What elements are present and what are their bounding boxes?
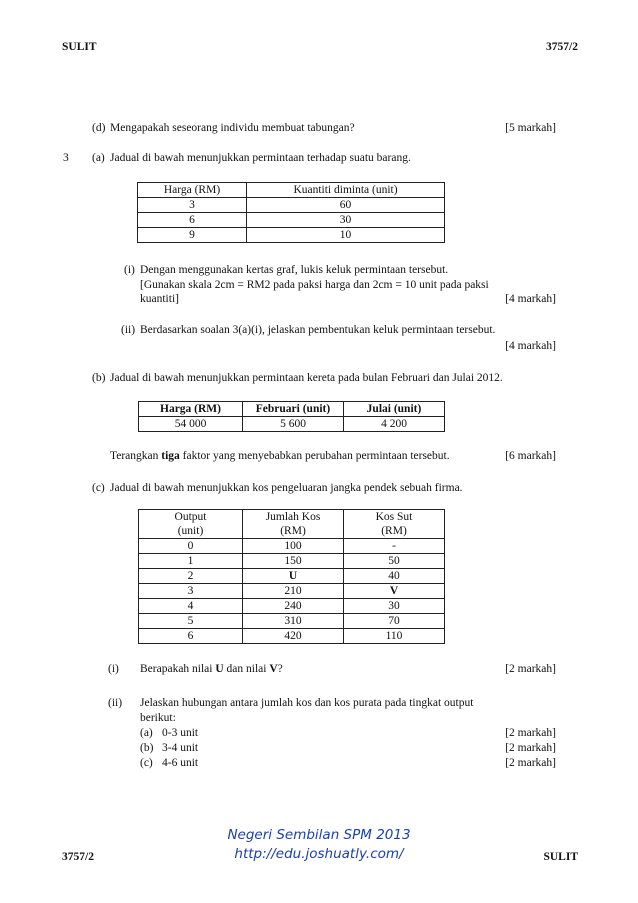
table-cell: 30 <box>247 213 445 228</box>
q3-number: 3 <box>63 152 69 164</box>
table-header-cell: Harga (RM) <box>139 402 243 417</box>
table-cell: 4 <box>139 599 243 614</box>
table-cell: 5 <box>139 614 243 629</box>
q3c-i-label: (i) <box>108 663 119 675</box>
footer-paper-code: 3757/2 <box>62 851 94 863</box>
q3c-ii-c-marks: [2 markah] <box>505 757 556 769</box>
q3c-ii-a-label: (a) <box>140 727 153 739</box>
table-cell: 5 600 <box>243 417 344 432</box>
table-cell: 10 <box>247 228 445 243</box>
header-output-unit: (unit) <box>177 525 204 537</box>
table-header-row <box>139 510 445 539</box>
table-cell: 50 <box>344 554 445 569</box>
table-row <box>139 539 445 554</box>
table-row <box>138 228 445 243</box>
table-row <box>138 213 445 228</box>
q3a-i-line1: Dengan menggunakan kertas graf, lukis keluk permintaan tersebut. <box>140 264 449 276</box>
q3c-i-u: U <box>215 663 224 675</box>
q3c-ii-line1: Jelaskan hubungan antara jumlah kos dan kos purata pada tingkat output <box>140 697 474 709</box>
q3b-question-post: faktor yang menyebabkan perubahan permintaan tersebut. <box>179 450 450 462</box>
table-cell: 1 <box>139 554 243 569</box>
header-total-cost-unit: (RM) <box>280 525 306 537</box>
q3b-question <box>110 450 450 462</box>
q3a-ii-label: (ii) <box>121 324 136 336</box>
table-cell: 0 <box>139 539 243 554</box>
q3c-i-post: ? <box>277 663 283 675</box>
table-cell: 9 <box>138 228 247 243</box>
table-cell: 310 <box>243 614 344 629</box>
header-paper-code: 3757/2 <box>546 41 578 53</box>
q3c-ii-b-marks: [2 markah] <box>505 742 556 754</box>
table-cell: 40 <box>344 569 445 584</box>
q3c-ii-c-label: (c) <box>140 757 153 769</box>
q3a-intro: Jadual di bawah menunjukkan permintaan terhadap suatu barang. <box>110 152 411 164</box>
demand-table <box>137 182 445 243</box>
table-cell: 110 <box>344 629 445 644</box>
header-output: Output <box>174 511 207 523</box>
q3c-ii-c-text: 4-6 unit <box>162 757 199 769</box>
q3c-i-v: V <box>269 663 278 675</box>
header-marginal-cost: Kos Sut <box>375 511 413 523</box>
table-header-cell <box>344 510 445 539</box>
q-d-text: Mengapakah seseorang individu membuat tabungan? <box>110 122 355 134</box>
q3c-ii-b-text: 3-4 unit <box>162 742 199 754</box>
table-cell: 100 <box>243 539 344 554</box>
header-marginal-cost-unit: (RM) <box>381 525 407 537</box>
table-cell: 240 <box>243 599 344 614</box>
q3b-marks: [6 markah] <box>505 450 556 462</box>
q-d-marks: [5 markah] <box>505 122 556 134</box>
cost-table <box>138 509 445 644</box>
header-total-cost: Jumlah Kos <box>265 511 321 523</box>
q3c-ii-label: (ii) <box>108 697 123 709</box>
table-header-row <box>138 183 445 198</box>
header-sulit: SULIT <box>62 41 97 53</box>
table-cell: - <box>344 539 445 554</box>
car-demand-table <box>138 401 445 432</box>
table-row <box>139 614 445 629</box>
q-d-label: (d) <box>92 122 106 134</box>
table-header-cell: Harga (RM) <box>138 183 247 198</box>
table-cell: 150 <box>243 554 344 569</box>
table-row <box>139 629 445 644</box>
q3c-i-question <box>140 663 283 675</box>
table-row <box>139 599 445 614</box>
q3a-ii-marks: [4 markah] <box>505 340 556 352</box>
q3b-intro: Jadual di bawah menunjukkan permintaan kereta pada bulan Februari dan Julai 2012. <box>110 372 503 384</box>
footer-sulit: SULIT <box>543 851 578 863</box>
table-cell-unknown-u: U <box>243 569 344 584</box>
table-cell: 3 <box>139 584 243 599</box>
table-cell: 30 <box>344 599 445 614</box>
q3c-i-mid: dan nilai <box>223 663 270 675</box>
q3c-ii-a-text: 0-3 unit <box>162 727 199 739</box>
q3c-ii-a-marks: [2 markah] <box>505 727 556 739</box>
table-cell: 6 <box>139 629 243 644</box>
q3b-label: (b) <box>92 372 106 384</box>
table-row <box>139 569 445 584</box>
table-cell: 2 <box>139 569 243 584</box>
q3a-ii-line1: Berdasarkan soalan 3(a)(i), jelaskan pembentukan keluk permintaan tersebut. <box>140 324 496 336</box>
q3c-ii-line2: berikut: <box>140 712 176 724</box>
q3a-label: (a) <box>92 152 105 164</box>
table-header-cell <box>243 510 344 539</box>
q3b-question-bold: tiga <box>161 450 180 462</box>
table-cell: 210 <box>243 584 344 599</box>
table-cell: 60 <box>247 198 445 213</box>
watermark-title: Negeri Sembilan SPM 2013 <box>227 827 411 843</box>
table-cell: 6 <box>138 213 247 228</box>
q3c-i-marks: [2 markah] <box>505 663 556 675</box>
q3a-i-line2: [Gunakan skala 2cm = RM2 pada paksi harga dan 2cm = 10 unit pada paksi <box>140 279 489 291</box>
table-row <box>139 417 445 432</box>
q3a-i-marks: [4 markah] <box>505 293 556 305</box>
q3a-i-line3: kuantiti] <box>140 293 179 305</box>
table-cell: 3 <box>138 198 247 213</box>
table-header-cell: Kuantiti diminta (unit) <box>247 183 445 198</box>
table-cell-unknown-v: V <box>344 584 445 599</box>
table-header-cell <box>139 510 243 539</box>
q3c-label: (c) <box>92 482 105 494</box>
table-cell: 70 <box>344 614 445 629</box>
table-cell: 54 000 <box>139 417 243 432</box>
watermark-url[interactable]: http://edu.joshuatly.com/ <box>234 846 404 862</box>
table-header-cell: Julai (unit) <box>344 402 445 417</box>
q3b-question-pre: Terangkan <box>110 450 162 462</box>
q3c-ii-b-label: (b) <box>140 742 154 754</box>
table-row <box>139 584 445 599</box>
table-header-cell: Februari (unit) <box>243 402 344 417</box>
table-cell: 420 <box>243 629 344 644</box>
table-header-row <box>139 402 445 417</box>
q3c-i-pre: Berapakah nilai <box>140 663 216 675</box>
table-cell: 4 200 <box>344 417 445 432</box>
q3c-intro: Jadual di bawah menunjukkan kos pengeluaran jangka pendek sebuah firma. <box>110 482 463 494</box>
table-row <box>138 198 445 213</box>
table-row <box>139 554 445 569</box>
q3a-i-label: (i) <box>124 264 135 276</box>
